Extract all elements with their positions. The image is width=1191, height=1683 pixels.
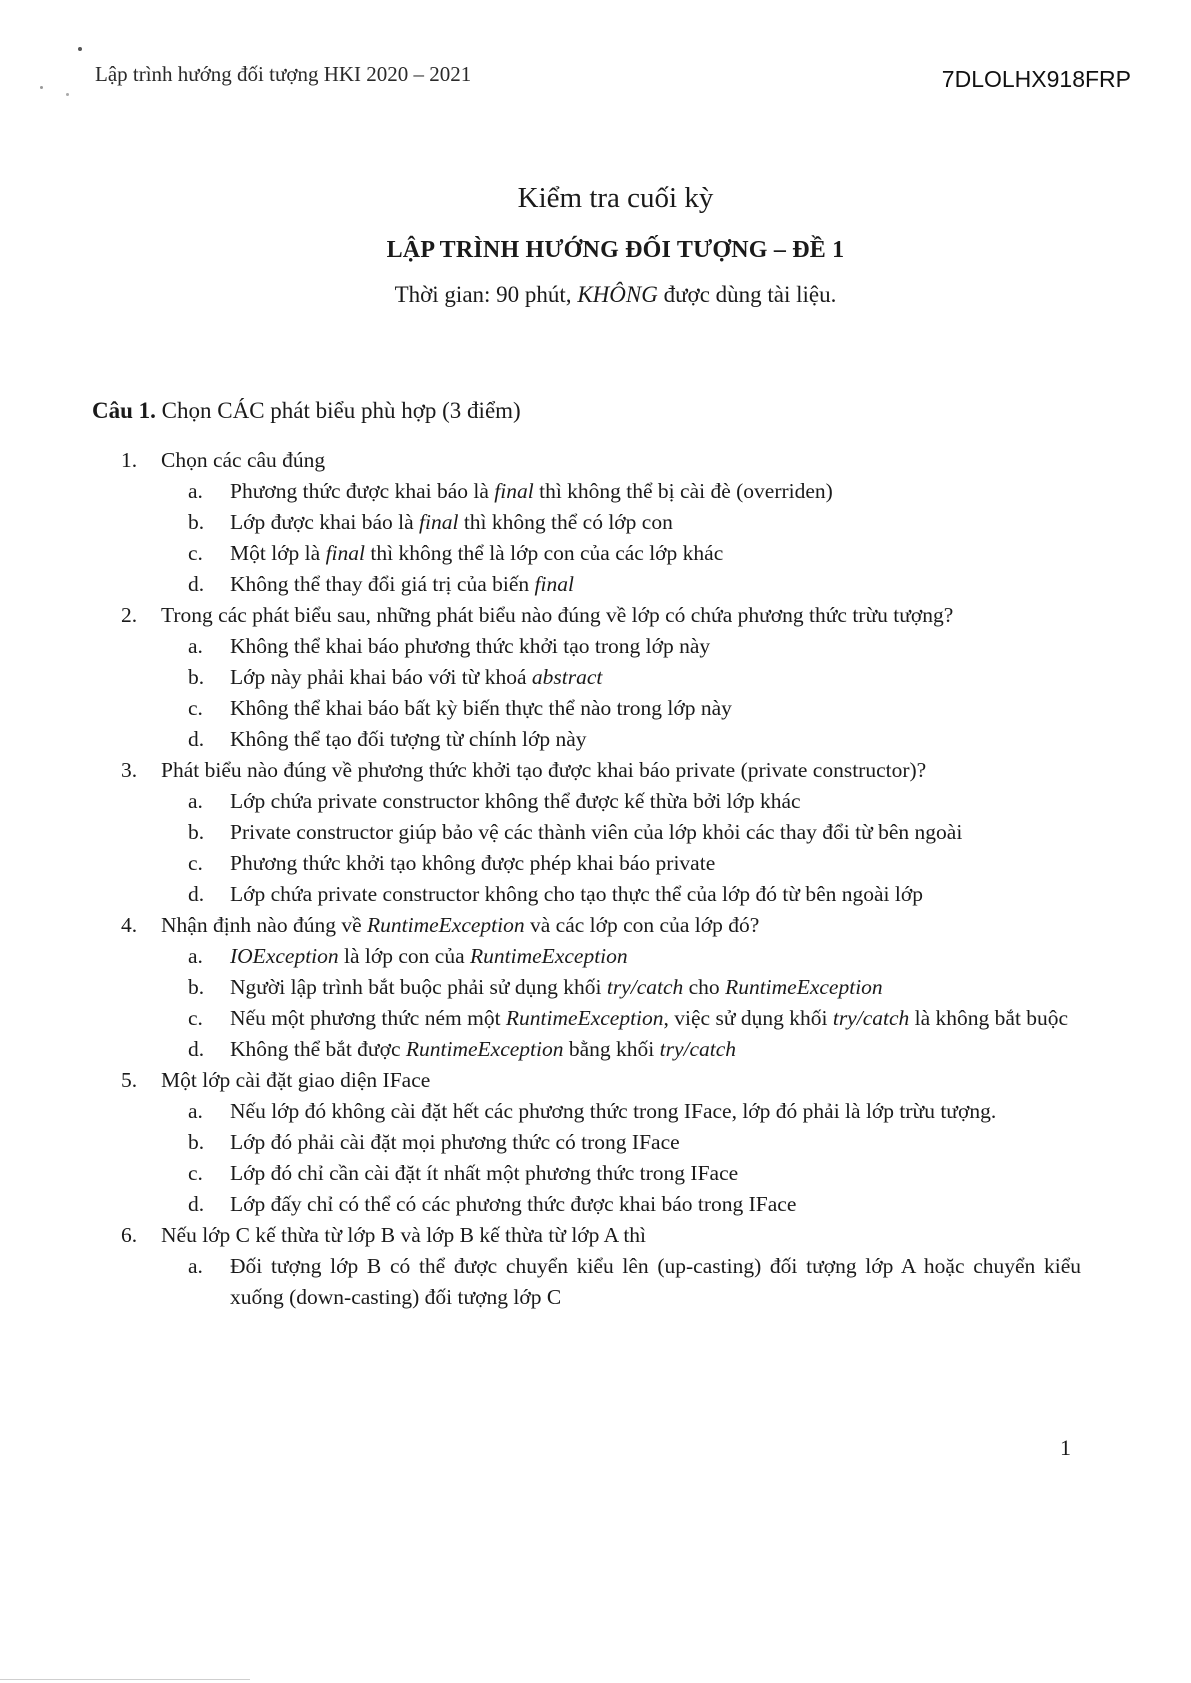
option (188, 1189, 1081, 1220)
option (188, 786, 1081, 817)
text: Lớp được khai báo là (230, 510, 420, 534)
option-letter: d. (188, 1037, 205, 1061)
page-number: 1 (1060, 1435, 1071, 1460)
italic-text: try/catch (832, 1006, 910, 1030)
option (188, 1127, 1081, 1158)
text: Không thể bắt được (230, 1037, 406, 1061)
option-letter: b. (188, 1130, 205, 1154)
text: thì không thể có lớp con (458, 510, 673, 534)
option-text (230, 662, 1081, 693)
option-letter: a. (188, 789, 203, 813)
option-text: Nếu lớp đó không cài đặt hết các phương thức trong IFace, lớp đó phải là lớp trừu tượng. (230, 1099, 997, 1123)
option (188, 817, 1081, 848)
option-letter: c. (188, 1006, 203, 1030)
option (188, 972, 1081, 1003)
question-number: 4. (121, 913, 138, 937)
option-text: Lớp đó phải cài đặt mọi phương thức có trong IFace (230, 1130, 680, 1154)
option (188, 662, 1081, 693)
question (121, 445, 1081, 476)
text: Không thể tạo đối tượng từ chính lớp này (230, 727, 587, 751)
option-text: Lớp chứa private constructor không cho tạo thực thể của lớp đó từ bên ngoài lớp (230, 882, 923, 906)
question-stem: Phát biểu nào đúng về phương thức khởi tạo được khai báo private (private constructor)? (161, 758, 927, 782)
option (188, 569, 1081, 600)
italic-text: RuntimeException (470, 944, 628, 968)
option (188, 1158, 1081, 1189)
option (188, 538, 1081, 569)
document-code: 7DLOLHX918FRP (941, 66, 1131, 92)
question-stem: Một lớp cài đặt giao diện IFace (161, 1068, 431, 1092)
question (121, 1065, 1081, 1096)
option (188, 724, 1081, 755)
scan-speck (66, 93, 69, 96)
course-header: Lập trình hướng đối tượng HKI 2020 – 2021 (95, 62, 472, 86)
text: cho (683, 975, 726, 999)
section-label: Câu 1. (92, 398, 156, 423)
question (121, 1220, 1081, 1251)
option-letter: c. (188, 696, 203, 720)
text: và các lớp con của lớp đó? (524, 913, 760, 937)
question-number: 6. (121, 1223, 138, 1247)
instructions-suffix: được dùng tài liệu. (657, 282, 837, 307)
text: Phương thức được khai báo là (230, 479, 495, 503)
option-letter: d. (188, 572, 205, 596)
option-text: Lớp chứa private constructor không thể được kế thừa bởi lớp khác (230, 789, 801, 813)
option-letter: b. (188, 510, 205, 534)
text: Không thể thay đổi giá trị của biến (230, 572, 535, 596)
italic-text: final (494, 479, 534, 503)
italic-text: final (325, 541, 365, 565)
text: thì không thể là lớp con của các lớp khác (365, 541, 724, 565)
exam-title: Kiểm tra cuối kỳ (517, 182, 714, 214)
option-letter: a. (188, 1099, 203, 1123)
option (188, 631, 1081, 662)
option-letter: d. (188, 727, 205, 751)
option-text (230, 972, 1081, 1003)
italic-text: try/catch (606, 975, 684, 999)
option (188, 1034, 1081, 1065)
option-text: Private constructor giúp bảo vệ các thành viên của lớp khỏi các thay đổi từ bên ngoài (230, 820, 963, 844)
text: Nếu một phương thức ném một (230, 1006, 506, 1030)
italic-text: try/catch (659, 1037, 737, 1061)
title-block (0, 182, 1191, 308)
italic-text: RuntimeException (367, 913, 525, 937)
option-text (230, 724, 1081, 755)
italic-text: final (419, 510, 459, 534)
bottom-divider (0, 1679, 250, 1680)
option-text (230, 941, 1081, 972)
option (188, 1096, 1081, 1127)
text: là lớp con của (338, 944, 471, 968)
italic-text: RuntimeException (405, 1037, 564, 1061)
option-letter: a. (188, 944, 203, 968)
section-text: Chọn CÁC phát biểu phù hợp (3 điểm) (155, 398, 521, 423)
option-letter: c. (188, 1161, 203, 1185)
text: bằng khối (563, 1037, 660, 1061)
option-letter: d. (188, 882, 205, 906)
option-text: Phương thức khởi tạo không được phép khai báo private (230, 851, 716, 875)
text: , việc sử dụng khối (663, 1006, 833, 1030)
question (121, 910, 1081, 941)
option-letter: d. (188, 1192, 205, 1216)
text: Một lớp là (230, 541, 326, 565)
option (188, 1251, 1081, 1313)
italic-text: IOException (230, 944, 339, 968)
option-letter: c. (188, 541, 203, 565)
option-letter: a. (188, 634, 203, 658)
question (121, 755, 1081, 786)
exam-subject: LẬP TRÌNH HƯỚNG ĐỐI TƯỢNG – ĐỀ 1 (386, 237, 845, 263)
option-text: Lớp đấy chỉ có thể có các phương thức được khai báo trong IFace (230, 1192, 797, 1216)
option-letter: b. (188, 975, 205, 999)
option-text (230, 1034, 1081, 1065)
option-letter: a. (188, 1254, 203, 1278)
question-number: 3. (121, 758, 138, 782)
option-letter: b. (188, 665, 205, 689)
question-stem (121, 910, 1081, 941)
question-stem: Chọn các câu đúng (161, 448, 326, 472)
option-text (230, 569, 1081, 600)
question-number: 1. (121, 448, 138, 472)
text: Người lập trình bắt buộc phải sử dụng khối (230, 975, 607, 999)
option (188, 693, 1081, 724)
exam-instructions (40, 282, 1191, 308)
question-list (0, 445, 1191, 1313)
text: Nhận định nào đúng về (161, 913, 368, 937)
option-text (230, 631, 1081, 662)
text: Lớp này phải khai báo với từ khoá (230, 665, 532, 689)
italic-text: RuntimeException (505, 1006, 664, 1030)
option (188, 1003, 1081, 1034)
option-text (230, 507, 1081, 538)
question-stem: Trong các phát biểu sau, những phát biểu nào đúng về lớp có chứa phương thức trừu tượng? (161, 603, 954, 627)
option-letter: c. (188, 851, 203, 875)
scan-speck (40, 86, 43, 89)
italic-text: RuntimeException (725, 975, 883, 999)
question-number: 5. (121, 1068, 138, 1092)
text: Không thể khai báo phương thức khởi tạo trong lớp này (230, 634, 711, 658)
text: Không thể khai báo bất kỳ biến thực thể nào trong lớp này (230, 696, 732, 720)
question-number: 2. (121, 603, 138, 627)
italic-text: final (534, 572, 574, 596)
option (188, 941, 1081, 972)
emphasis-text: KHÔNG (577, 282, 658, 307)
option-text: Lớp đó chỉ cần cài đặt ít nhất một phương thức trong IFace (230, 1161, 739, 1185)
option-letter: a. (188, 479, 203, 503)
question (121, 600, 1081, 631)
option (188, 476, 1081, 507)
option-text (230, 538, 1081, 569)
section-heading (92, 398, 521, 424)
text: thì không thể bị cài đè (overriden) (533, 479, 833, 503)
option-letter: b. (188, 820, 205, 844)
option-text (230, 1003, 1081, 1034)
text: là không bắt buộc (909, 1006, 1069, 1030)
option-text (230, 693, 1081, 724)
option (188, 507, 1081, 538)
scan-speck (78, 47, 82, 51)
question-stem: Nếu lớp C kế thừa từ lớp B và lớp B kế thừa từ lớp A thì (161, 1223, 647, 1247)
option-text (230, 476, 1081, 507)
time-text: Thời gian: 90 phút, (394, 282, 578, 307)
option-text: Đối tượng lớp B có thể được chuyển kiểu lên (up-casting) đối tượng lớp A hoặc chuyển kiểu xuống (down-casting) đối tượng lớp C (230, 1254, 1081, 1309)
italic-text: abstract (531, 665, 603, 689)
option (188, 879, 1081, 910)
option (188, 848, 1081, 879)
